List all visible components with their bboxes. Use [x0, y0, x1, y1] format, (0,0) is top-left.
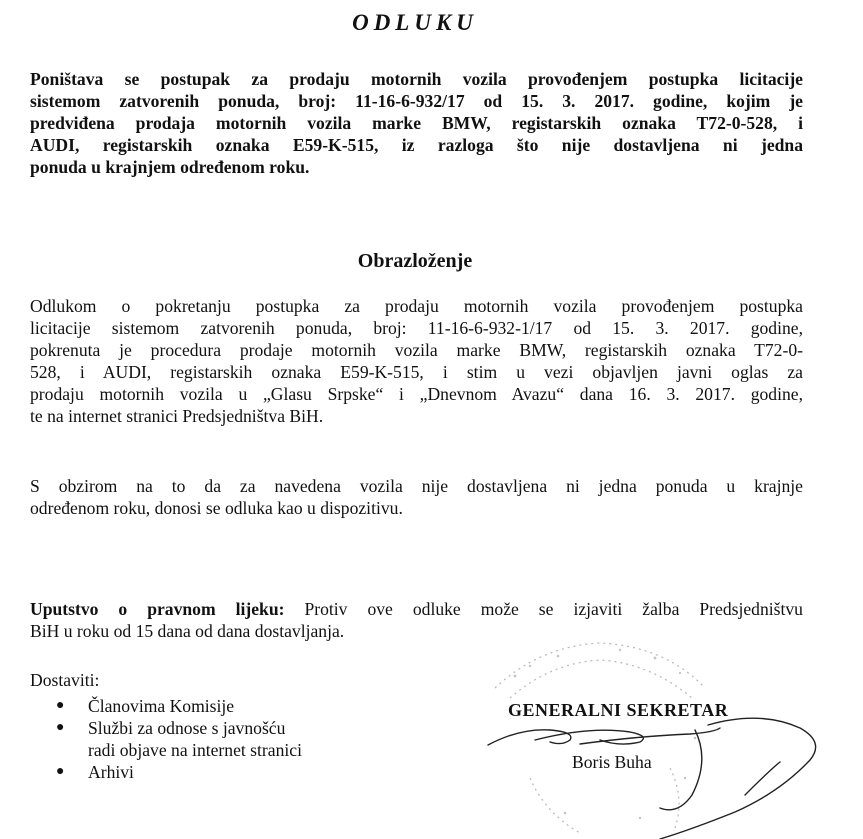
paragraph-line: Odlukom o pokretanju postupka za prodaju motornih vozila provođenjem postupka	[30, 296, 803, 316]
conclusion-paragraph	[30, 475, 803, 519]
paragraph-line: pokrenuta je procedura prodaje motornih vozila marke BMW, registarskih oznaka T72-0-	[30, 340, 803, 360]
bullet-icon: ●	[56, 764, 65, 779]
signatory-title: GENERALNI SEKRETAR	[508, 700, 729, 720]
decision-line: ponuda u krajnjem određenom roku.	[30, 157, 310, 177]
decision-line: predviđena prodaja motornih vozila marke BMW, registarskih oznaka T72-0-528, i	[30, 113, 803, 133]
signatory-name: Boris Buha	[572, 752, 652, 772]
recipient-label: Službi za odnose s javnošću	[88, 718, 286, 738]
document-title: ODLUKU	[352, 10, 478, 35]
decision-line: AUDI, registarskih oznaka E59-K-515, iz razloga što nije dostavljena ni jedna	[30, 135, 803, 155]
recipient-label: radi objave na internet stranici	[88, 740, 302, 760]
decision-text	[30, 68, 803, 178]
section-heading: Obrazloženje	[357, 250, 473, 272]
recipients-list	[56, 695, 302, 783]
paragraph-line: S obzirom na to da za navedena vozila nije dostavljena ni jedna ponuda u krajnje	[30, 476, 803, 496]
paragraph-line: prodaju motornih vozila u „Glasu Srpske“ i „Dnevnom Avazu“ dana 16. 3. 2017. godine,	[30, 384, 803, 404]
recipient-label: Članovima Komisije	[88, 696, 235, 716]
paragraph-line: BiH u roku od 15 dana od dana dostavljanja.	[30, 621, 345, 641]
paragraph-line: 528, i AUDI, registarskih oznaka E59-K-515, i stim u vezi objavljen javni oglas za	[30, 362, 803, 382]
recipient-label: Arhivi	[88, 762, 134, 782]
bullet-icon: ●	[56, 720, 65, 735]
handwritten-signature	[480, 700, 840, 839]
decision-line: sistemom zatvorenih ponuda, broj: 11-16-6-932/17 od 15. 3. 2017. godine, kojim je	[30, 91, 803, 111]
decision-line: Poništava se postupak za prodaju motornih vozila provođenjem postupka licitacije	[30, 69, 803, 89]
legal-remedy-label: Uputstvo o pravnom lijeku:	[30, 599, 285, 619]
bullet-icon: ●	[56, 698, 65, 713]
recipients-label: Dostaviti:	[30, 670, 100, 690]
explanation-paragraph	[30, 295, 803, 427]
list-item	[56, 717, 302, 739]
paragraph-line	[30, 598, 803, 620]
paragraph-line: određenom roku, donosi se odluka kao u dispozitivu.	[30, 498, 403, 518]
paragraph-line: licitacije sistemom zatvorenih ponuda, broj: 11-16-6-932-1/17 od 15. 3. 2017. godine,	[30, 318, 803, 338]
legal-remedy-text: Protiv ove odluke može se izjaviti žalba Predsjedništvu	[304, 599, 803, 619]
list-item	[56, 739, 302, 761]
list-item	[56, 761, 302, 783]
paragraph-line: te na internet stranici Predsjedništva BiH.	[30, 406, 324, 426]
list-item	[56, 695, 302, 717]
